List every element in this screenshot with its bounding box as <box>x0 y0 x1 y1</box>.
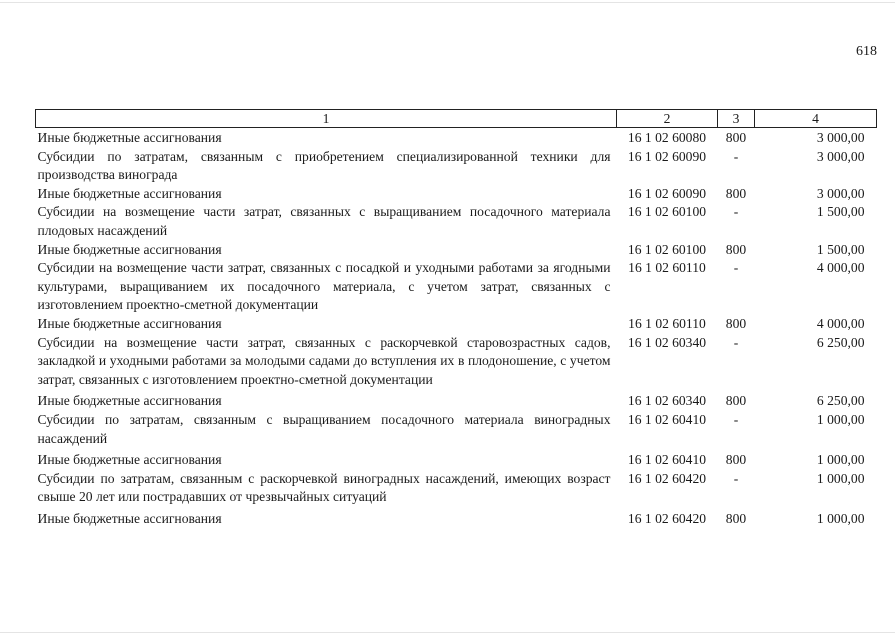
column-header-4: 4 <box>755 110 877 128</box>
row-amount: 4 000,00 <box>816 260 865 276</box>
row-name: Субсидии на возмещение части затрат, связанных с раскорчевкой старовозрастных садов, закладкой и уходными работами за молодыми садами до вступления их в плодоношение, с учетом затрат, связанных с изготовлением проектно-сметной документации <box>37 334 611 387</box>
row-type: 800 <box>725 510 747 526</box>
row-type: 800 <box>725 452 747 468</box>
row-type: - <box>733 260 739 276</box>
row-name: Иные бюджетные ассигнования <box>37 315 222 331</box>
table-row <box>36 411 877 448</box>
row-type: - <box>733 148 739 164</box>
row-type: 800 <box>725 315 747 331</box>
row-amount: 1 500,00 <box>816 241 865 257</box>
row-code: 16 1 02 60410 <box>627 411 707 427</box>
row-code: 16 1 02 60090 <box>627 185 707 201</box>
row-code: 16 1 02 60100 <box>627 241 707 257</box>
row-amount: 3 000,00 <box>816 185 865 201</box>
table-row <box>36 185 877 204</box>
row-name: Иные бюджетные ассигнования <box>37 393 222 409</box>
row-amount: 1 500,00 <box>816 204 865 220</box>
row-code: 16 1 02 60090 <box>627 148 707 164</box>
table-row <box>36 203 877 240</box>
row-name: Субсидии по затратам, связанным с раскорчевкой виноградных насаждений, имеющих возраст свыше 20 лет или пострадавших от чрезвычайных ситуаций <box>37 470 611 505</box>
table-row <box>36 241 877 260</box>
row-type: 800 <box>725 241 747 257</box>
row-name: Иные бюджетные ассигнования <box>37 130 222 145</box>
row-name: Субсидии по затратам, связанным с выращиванием посадочного материала виноградных насаждений <box>37 411 611 446</box>
row-amount: 1 000,00 <box>816 470 865 486</box>
row-amount: 3 000,00 <box>816 148 865 164</box>
row-code: 16 1 02 60100 <box>627 204 707 220</box>
table-row <box>36 334 877 390</box>
column-header-1: 1 <box>36 110 617 128</box>
row-type: - <box>733 204 739 220</box>
row-code: 16 1 02 60340 <box>627 334 707 350</box>
table-header-row <box>36 110 877 128</box>
row-name: Субсидии по затратам, связанным с приобретением специализированной техники для производства винограда <box>37 148 611 183</box>
row-type: - <box>733 334 739 350</box>
row-code: 16 1 02 60410 <box>627 452 707 468</box>
row-name: Иные бюджетные ассигнования <box>37 185 222 201</box>
page-number: 618 <box>856 44 877 59</box>
row-code: 16 1 02 60420 <box>627 470 707 486</box>
row-type: - <box>733 411 739 427</box>
row-code: 16 1 02 60340 <box>627 393 707 409</box>
table-row <box>36 259 877 315</box>
row-type: 800 <box>725 393 747 409</box>
row-amount: 1 000,00 <box>816 452 865 468</box>
row-name: Иные бюджетные ассигнования <box>37 510 222 526</box>
row-amount: 1 000,00 <box>816 411 865 427</box>
scan-edge-bottom <box>0 632 895 633</box>
row-amount: 6 250,00 <box>816 334 865 350</box>
table-row <box>36 148 877 185</box>
row-amount: 6 250,00 <box>816 393 865 409</box>
row-amount: 4 000,00 <box>816 315 865 331</box>
table-row <box>36 389 877 411</box>
table-row <box>36 448 877 470</box>
row-code: 16 1 02 60110 <box>628 260 706 276</box>
row-amount: 1 000,00 <box>816 510 865 526</box>
row-name: Иные бюджетные ассигнования <box>37 452 222 468</box>
row-type: 800 <box>725 185 747 201</box>
column-header-2: 2 <box>617 110 718 128</box>
row-amount: 3 000,00 <box>816 130 865 145</box>
row-type: 800 <box>725 130 747 145</box>
table-row <box>36 128 877 148</box>
column-header-3: 3 <box>718 110 755 128</box>
table-row <box>36 507 877 529</box>
row-type: - <box>733 470 739 486</box>
row-code: 16 1 02 60110 <box>628 315 706 331</box>
row-name: Иные бюджетные ассигнования <box>37 241 222 257</box>
table-row <box>36 470 877 507</box>
row-code: 16 1 02 60080 <box>627 130 707 145</box>
row-name: Субсидии на возмещение части затрат, связанных с выращиванием посадочного материала плодовых насаждений <box>37 204 611 238</box>
row-code: 16 1 02 60420 <box>627 510 707 526</box>
row-name: Субсидии на возмещение части затрат, связанных с посадкой и уходными работами за ягодными культурами, выращиванием их посадочного материала, с учетом затрат, связанных с изготовлением проектно-сметной документации <box>37 260 611 313</box>
budget-table <box>35 109 877 528</box>
table-row <box>36 315 877 334</box>
scan-edge-top <box>0 2 895 3</box>
